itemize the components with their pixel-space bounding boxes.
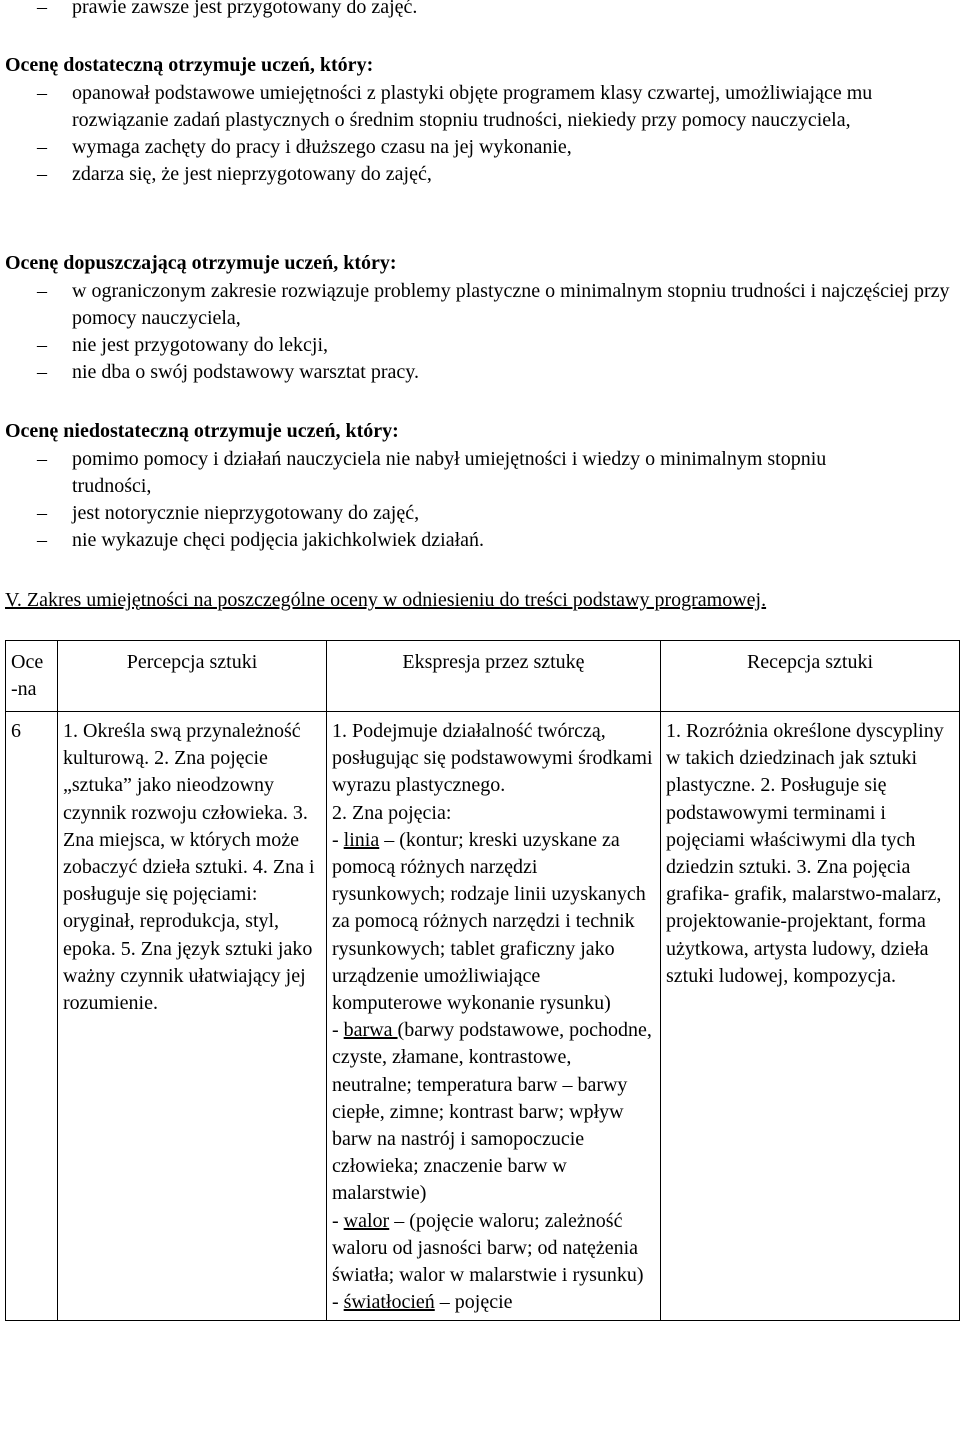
term-prefix: -	[332, 1209, 344, 1232]
skills-table	[5, 640, 960, 1321]
list-item-text: w ograniczonym zakresie rozwiązuje problemy plastyczne o minimalnym stopniu trudności i najczęściej przy pomocy nauczyciela,	[72, 280, 950, 329]
term-prefix: -	[332, 828, 344, 851]
list-item-text: prawie zawsze jest przygotowany do zajęć.	[72, 0, 418, 18]
section-heading-dostateczna: Ocenę dostateczną otrzymuje uczeń, który:	[5, 54, 374, 76]
dash-marker: –	[37, 136, 47, 158]
term-walor-desc: – (pojęcie waloru; zależność waloru od jasności barw; od natężenia światła; walor w malarstwie i rysunku)	[332, 1209, 644, 1287]
list-item	[0, 332, 955, 359]
term-prefix: -	[332, 1019, 344, 1042]
table-row	[6, 712, 960, 1321]
header-reception: Recepcja sztuki	[661, 641, 960, 712]
list-item-text: nie jest przygotowany do lekcji,	[72, 334, 329, 356]
term-barwa: barwa	[343, 1019, 398, 1042]
intro-list-item	[0, 0, 417, 21]
list-item	[0, 134, 955, 161]
list-item-text: opanował podstawowe umiejętności z plastyki objęte programem klasy czwartej, umożliwiające mu rozwiązanie zadań plastycznych o średnim stopniu trudności, niekiedy przy pomocy nauczyciela,	[72, 82, 873, 131]
section-v-title: V. Zakres umiejętności na poszczególne oceny w odniesieniu do treści podstawy programowej.	[5, 589, 767, 611]
cell-perception: 1. Określa swą przynależność kulturową. 2. Zna pojęcie „sztuka” jako nieodzowny czynnik rozwoju człowieka. 3. Zna miejsca, w których może zobaczyć dzieła sztuki. 4. Zna i posługuje się pojęciami: oryginał, reprodukcja, styl, epoka. 5. Zna język sztuki jako ważny czynnik ułatwiający jej rozumienie.	[58, 712, 327, 1321]
expression-p1: 1. Podejmuje działalność twórczą, posługując się podstawowymi środkami wyrazu plastycznego.	[332, 720, 653, 797]
list-item-text: pomimo pomocy i działań nauczyciela nie nabył umiejętności i wiedzy o minimalnym stopniu trudności,	[72, 448, 827, 497]
list-item	[0, 278, 955, 332]
section-heading-dopuszczajaca: Ocenę dopuszczającą otrzymuje uczeń, który:	[5, 252, 397, 274]
dash-marker: –	[37, 0, 47, 18]
expression-linia	[332, 827, 655, 1017]
term-swiatlocien: światłocień	[343, 1291, 435, 1314]
dash-marker: –	[37, 82, 47, 104]
section-list-dopuszczajaca	[0, 278, 955, 386]
cell-reception: 1. Rozróżnia określone dyscypliny w takich dziedzinach jak sztuki plastyczne. 2. Posługuje się podstawowymi terminami i pojęciami właściwymi dla tych dziedzin sztuki. 3. Zna pojęcia grafika- grafik, malarstwo-malarz, projektowanie-projektant, forma użytkowa, artysta ludowy, dzieła sztuki ludowej, kompozycja.	[661, 712, 960, 1321]
list-item	[0, 359, 955, 386]
term-barwa-desc: (barwy podstawowe, pochodne, czyste, złamane, kontrastowe, neutralne; temperatura barw – barwy ciepłe, zimne; kontrast barw; wpływ barw na nastrój i samopoczucie człowieka; znaczenie barw w malarstwie)	[332, 1019, 652, 1205]
list-item	[0, 161, 955, 188]
dash-marker: –	[37, 529, 47, 551]
dash-marker: –	[37, 502, 47, 524]
expression-barwa	[332, 1017, 655, 1207]
dash-marker: –	[37, 334, 47, 356]
table-header-row	[6, 641, 960, 712]
dash-marker: –	[37, 361, 47, 383]
list-item-text: zdarza się, że jest nieprzygotowany do zajęć,	[72, 163, 432, 185]
term-swiatlocien-desc: – pojęcie	[434, 1291, 513, 1314]
cell-expression	[327, 712, 661, 1321]
list-item-text: jest notorycznie nieprzygotowany do zajęć,	[72, 502, 420, 524]
header-perception: Percepcja sztuki	[58, 641, 327, 712]
list-item	[0, 80, 912, 134]
cell-grade: 6	[6, 712, 58, 1321]
list-item	[0, 527, 955, 554]
dash-marker: –	[37, 280, 47, 302]
list-item	[0, 446, 902, 500]
list-item-text: wymaga zachęty do pracy i dłuższego czasu na jej wykonanie,	[72, 136, 572, 158]
section-list-niedostateczna	[0, 446, 955, 554]
list-item-text: nie wykazuje chęci podjęcia jakichkolwiek działań.	[72, 529, 485, 551]
term-linia-desc: – (kontur; kreski uzyskane za pomocą różnych narzędzi rysunkowych; rodzaje linii uzyskanych za pomocą różnych narzędzi i technik rysunkowych; tablet graficzny jako urządzenie umożliwiające komputerowe wykonanie rysunku)	[332, 828, 646, 1015]
expression-p2: 2. Zna pojęcia:	[332, 801, 452, 824]
term-prefix: -	[332, 1291, 344, 1314]
term-linia: linia	[343, 828, 380, 851]
term-walor: walor	[343, 1209, 390, 1232]
header-grade: Oce -na	[6, 641, 58, 712]
expression-walor	[332, 1208, 655, 1290]
expression-swiatlocien	[332, 1289, 655, 1316]
section-list-dostateczna	[0, 80, 955, 188]
dash-marker: –	[37, 163, 47, 185]
header-expression: Ekspresja przez sztukę	[327, 641, 661, 712]
list-item	[0, 500, 955, 527]
section-heading-niedostateczna: Ocenę niedostateczną otrzymuje uczeń, który:	[5, 420, 399, 442]
dash-marker: –	[37, 448, 47, 470]
list-item-text: nie dba o swój podstawowy warsztat pracy.	[72, 361, 419, 383]
